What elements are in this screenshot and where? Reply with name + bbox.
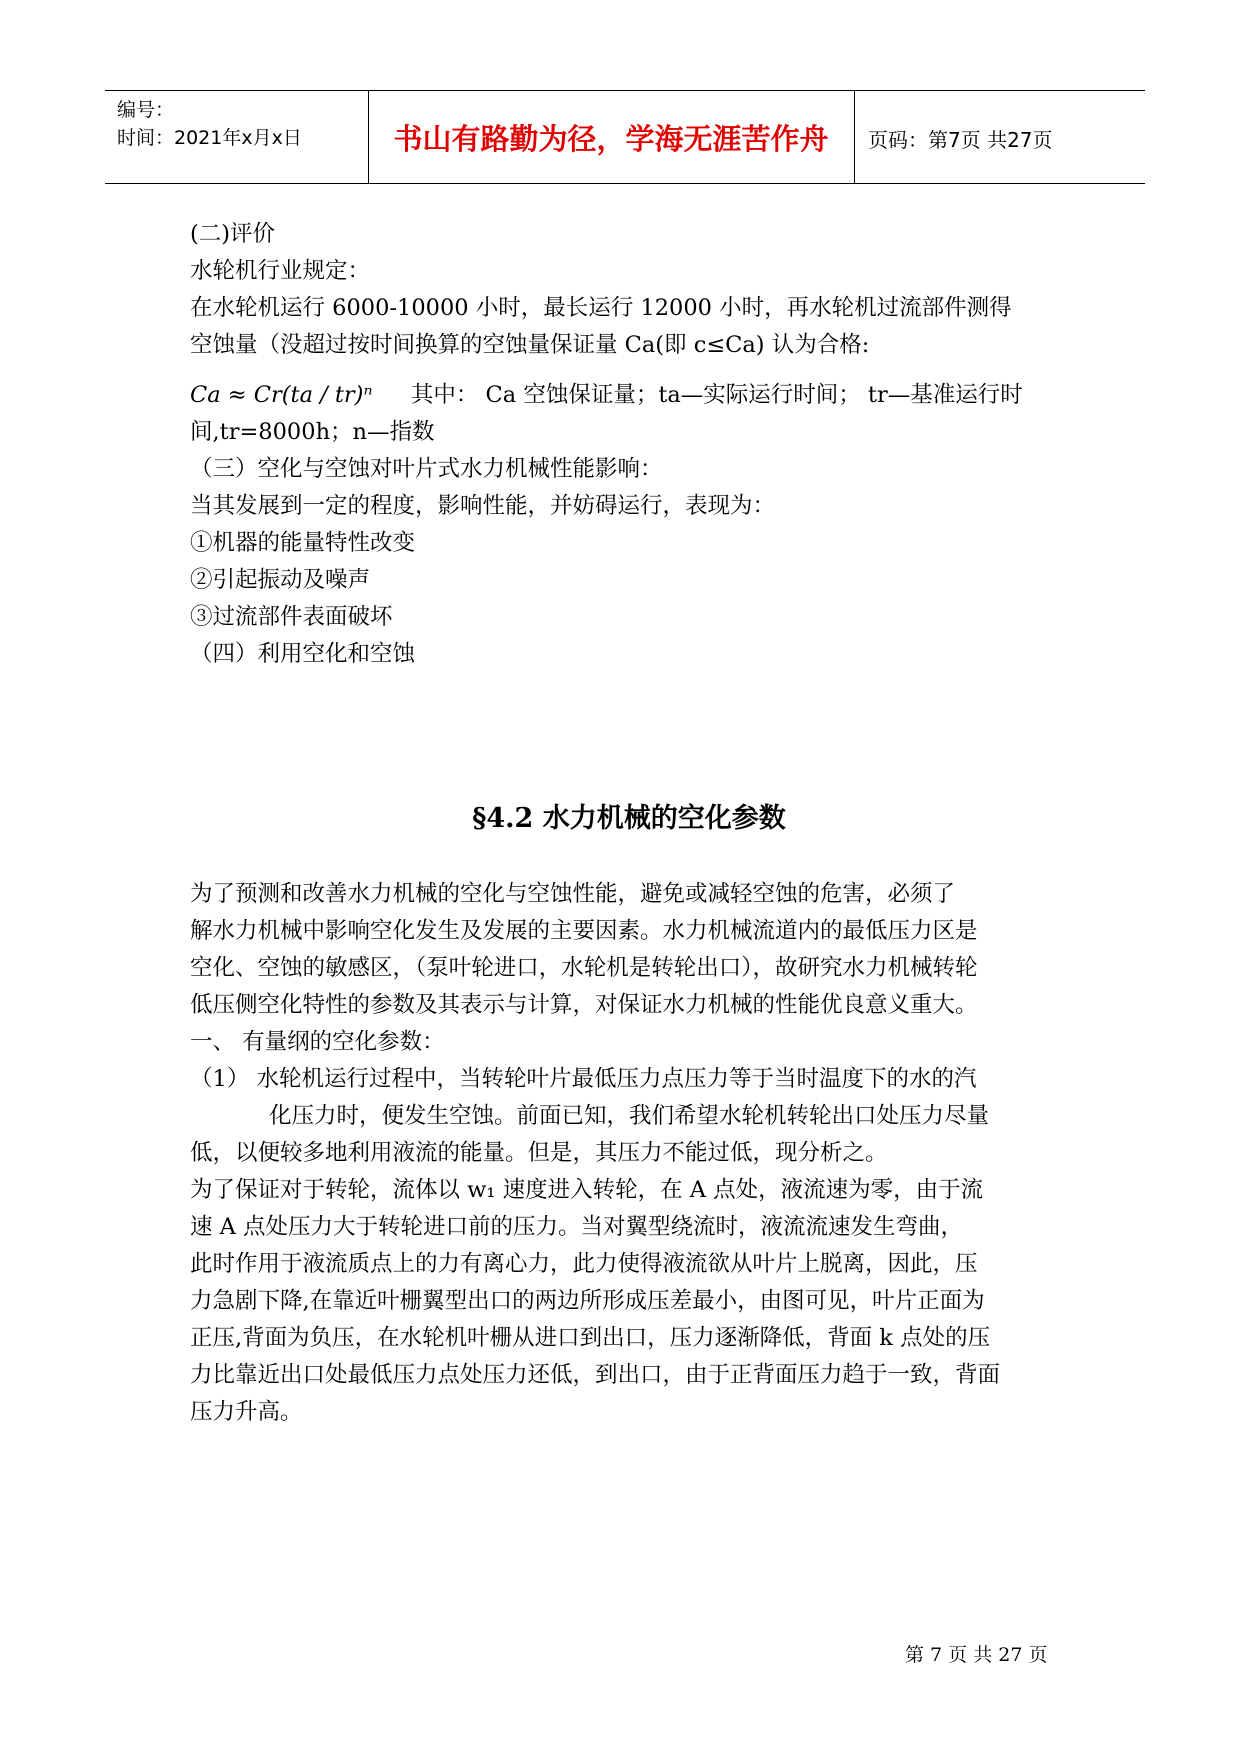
paragraph-line: 低压侧空化特性的参数及其表示与计算，对保证水力机械的性能优良意义重大。 [190,992,978,1018]
paragraph-line: （1） 水轮机运行过程中，当转轮叶片最低压力点压力等于当时温度下的水的汽 [190,1066,977,1092]
document-number-label: 编号： [117,99,175,121]
paragraph-line: 水轮机行业规定： [190,258,371,284]
list-item: ②引起振动及噪声 [190,567,371,593]
formula-line [190,377,1070,409]
list-item: ③过流部件表面破坏 [190,604,393,630]
subheading-utilization: （四）利用空化和空蚀 [190,641,416,667]
subheading-evaluation: (二)评价 [190,221,276,247]
paragraph-line: 正压,背面为负压，在水轮机叶栅从进口到出口，压力逐渐降低，背面 k 点处的压 [190,1325,991,1351]
header-page-code: 页码：第7页 共27页 [868,128,1053,152]
header-motto: 书山有路勤为径，学海无涯苦作舟 [393,122,829,156]
paragraph-line: 化压力时，便发生空蚀。前面已知，我们希望水轮机转轮出口处压力尽量 [269,1103,990,1129]
paragraph-line: 速 A 点处压力大于转轮进口前的压力。当对翼型绕流时，液流流速发生弯曲， [190,1214,964,1240]
subheading-influence: （三）空化与空蚀对叶片式水力机械性能影响： [190,456,663,482]
paragraph-line: 解水力机械中影响空化发生及发展的主要因素。水力机械流道内的最低压力区是 [190,918,978,944]
formula-explanation: 其中： Ca 空蚀保证量；ta—实际运行时间； tr—基准运行时 [410,382,1023,408]
cavitation-formula: Ca ≈ Cr(ta / tr)ⁿ [190,382,373,408]
paragraph-line: 力急剧下降,在靠近叶栅翼型出口的两边所形成压差最小，由图可见，叶片正面为 [190,1288,985,1314]
paragraph-line: 为了预测和改善水力机械的空化与空蚀性能，避免或减轻空蚀的危害，必须了 [190,881,956,907]
subheading-dimensional-params: 一、 有量纲的空化参数： [190,1029,445,1055]
paragraph-line: 空蚀量（没超过按时间换算的空蚀量保证量 Ca(即 c≤Ca) 认为合格: [190,332,870,358]
header-middle-cell [368,91,855,183]
page-header [105,90,1145,184]
paragraph-line: 为了保证对于转轮，流体以 w₁ 速度进入转轮，在 A 点处，液流速为零，由于流 [190,1177,984,1203]
page-footer: 第 7 页 共 27 页 [905,1644,1048,1666]
paragraph-line: 压力升高。 [190,1399,303,1425]
header-right-cell [854,91,1145,183]
paragraph-line: 间,tr=8000h；n—指数 [190,419,435,445]
paragraph-line: 在水轮机运行 6000-10000 小时，最长运行 12000 小时，再水轮机过流部件测得 [190,295,1012,321]
paragraph-line: 此时作用于液流质点上的力有离心力，此力使得液流欲从叶片上脱离，因此，压 [190,1251,978,1277]
paragraph-line: 当其发展到一定的程度，影响性能，并妨碍运行，表现为： [190,493,776,519]
section-title: §4.2 水力机械的空化参数 [472,803,786,834]
paragraph-line: 力比靠近出口处最低压力点处压力还低，到出口，由于正背面压力趋于一致，背面 [190,1362,1001,1388]
list-item: ①机器的能量特性改变 [190,530,416,556]
paragraph-line: 空化、空蚀的敏感区，（泵叶轮进口，水轮机是转轮出口），故研究水力机械转轮 [190,955,978,981]
header-left-cell [105,91,369,183]
paragraph-line: 低，以便较多地利用液流的能量。但是，其压力不能过低，现分析之。 [190,1140,888,1166]
document-time-label: 时间：2021年x月x日 [117,127,302,149]
